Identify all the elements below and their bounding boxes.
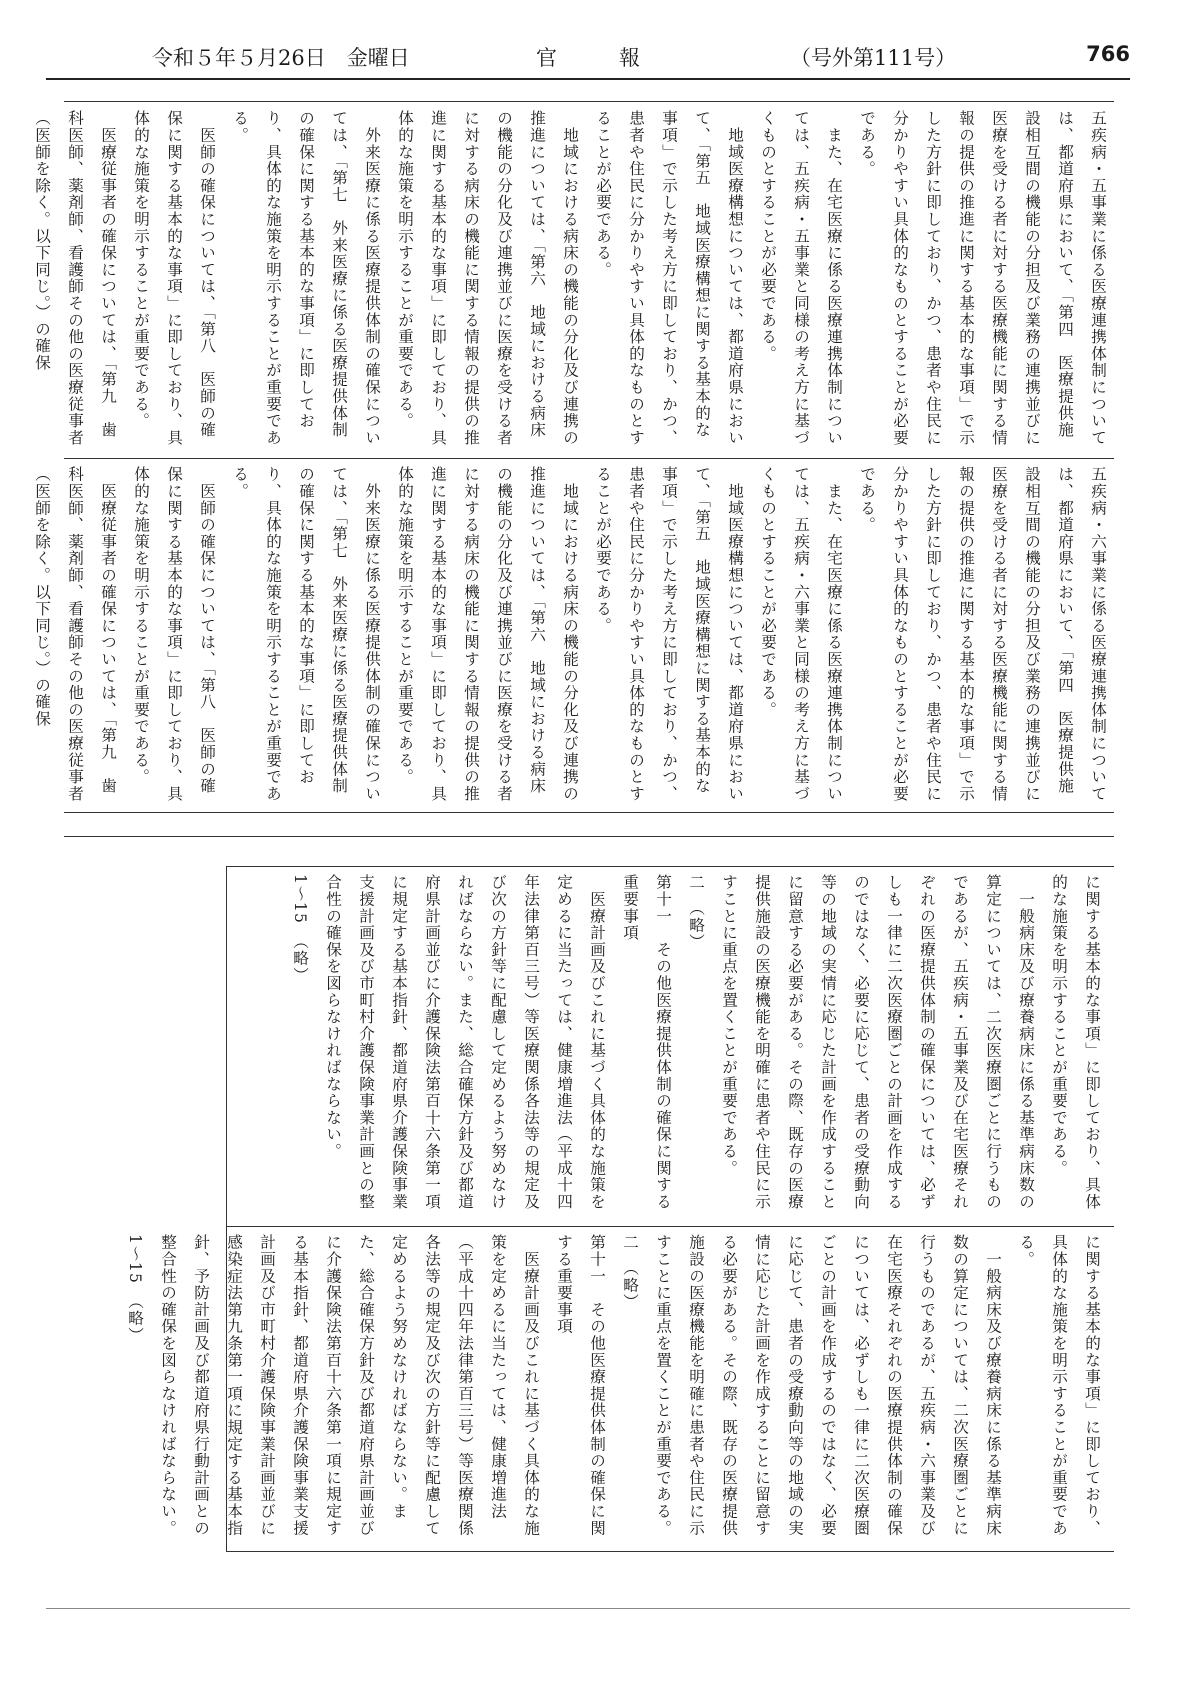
section-a-middle-rule: [64, 458, 1114, 459]
section-b-top-rule: [64, 836, 1114, 837]
section-b-current-text: に関する基本的な事項」に即しており、具体的な施策を明示することが重要である。 一般病床及び療養病床に係る基準病床数の算定については、二次医療圏ごとに行うものであるが、五疾病・六事業及び在宅医療それぞれの医療提供体制の確保については、必ずしも一律に二次医療圏ごとの計画を作成するのではなく、必要に応じて、患者の受療動向等の地域の実情に応じた計画を作成することに留意する必要がある。その際、既存の医療提供施設の医療機能を明確に患者や住民に示すことに重点を置くことが重要である。 二 （略） 第十一 その他医療提供体制の確保に関する重要事項 医療計画及びこれに基づく具体的な施策を定めるに当たっては、健康増進法（平成十四年法律第百三号）等医療関係各法等の規定及び次の方針等に配慮して定めるよう努めなければならない。また、総合確保方針及び都道府県計画並びに介護保険法第百十六条第一項に規定する基本指針、都道府県介護保険事業支援計画及び市町村介護保険事業計画並びに感染症法第九条第一項に規定する基本指針、予防計画及び都道府県行動計画との整合性の確保を図らなければならない。 1～15 （略）: [126, 1234, 1101, 1537]
issue-number: （号外第111号）: [790, 46, 957, 70]
section-a-current-text: 五疾病・六事業に係る医療連携体制については、都道府県において、「第四 医療提供施設相互間の機能の分担及び業務の連携並びに医療を受ける者に対する医療機能に関する情報の提供の推進に関する基本的な事項」で示した方針に即しており、かつ、患者や住民に分かりやすい具体的なものとすることが必要である。 また、在宅医療に係る医療連携体制については、五疾病・六事業と同様の考え方に基づくものとすることが必要である。 地域医療構想については、都道府県において、「第五 地域医療構想に関する基本的な事項」で示した考え方に即しており、かつ、患者や住民に分かりやすい具体的なものとすることが必要である。 地域における病床の機能の分化及び連携の推進については、「第六 地域における病床の機能の分化及び連携並びに医療を受ける者に対する病床の機能に関する情報の提供の推進に関する基本的な事項」に即しており、具体的な施策を明示することが重要である。 外来医療に係る医療提供体制の確保については、「第七 外来医療に係る医療提供体制の確保に関する基本的な事項」に即しており、具体的な施策を明示することが重要である。 医師の確保については、「第八 医師の確保に関する基本的な事項」に即しており、具体的な施策を明示することが重要である。 医療従事者の確保については、「第九 歯科医師、薬剤師、看護師その他の医療従事者（医師を除く。以下同じ。）の確保: [33, 466, 1107, 802]
gazette-title: 官報: [536, 46, 702, 70]
section-b-divider: [226, 1226, 1114, 1227]
section-a-bottom-rule: [64, 812, 1114, 813]
section-b-revised-text: に関する基本的な事項」に即しており、具体的な施策を明示することが重要である。 一般病床及び療養病床に係る基準病床数の算定については、二次医療圏ごとに行うものであるが、五疾病・五事業及び在宅医療それぞれの医療提供体制の確保については、必ずしも一律に二次医療圏ごとの計画を作成するのではなく、必要に応じて、患者の受療動向等の地域の実情に応じた計画を作成することに留意する必要がある。その際、既存の医療提供施設の医療機能を明確に患者や住民に示すことに重点を置くことが重要である。 二 （略） 第十一 その他医療提供体制の確保に関する重要事項 医療計画及びこれに基づく具体的な施策を定めるに当たっては、健康増進法（平成十四年法律第百三号）等医療関係各法等の規定及び次の方針等に配慮して定めるよう努めなければならない。また、総合確保方針及び都道府県計画並びに介護保険法第百十六条第一項に規定する基本指針、都道府県介護保険事業支援計画及び市町村介護保険事業計画との整合性の確保を図らなければならない。 1～15 （略）: [291, 874, 1101, 1210]
page-header: [46, 38, 1130, 80]
section-a-top-rule: [64, 101, 1114, 102]
section-a-revised-text: 五疾病・五事業に係る医療連携体制については、都道府県において、「第四 医療提供施設相互間の機能の分担及び業務の連携並びに医療を受ける者に対する医療機能に関する情報の提供の推進に関する基本的な事項」で示した方針に即しており、かつ、患者や住民に分かりやすい具体的なものとすることが必要である。 また、在宅医療に係る医療連携体制については、五疾病・五事業と同様の考え方に基づくものとすることが必要である。 地域医療構想については、都道府県において、「第五 地域医療構想に関する基本的な事項」で示した考え方に即しており、かつ、患者や住民に分かりやすい具体的なものとすることが必要である。 地域における病床の機能の分化及び連携の推進については、「第六 地域における病床の機能の分化及び連携並びに医療を受ける者に対する病床の機能に関する情報の提供の推進に関する基本的な事項」に即しており、具体的な施策を明示することが重要である。 外来医療に係る医療提供体制の確保については、「第七 外来医療に係る医療提供体制の確保に関する基本的な事項」に即しており、具体的な施策を明示することが重要である。 医師の確保については、「第八 医師の確保に関する基本的な事項」に即しており、具体的な施策を明示することが重要である。 医療従事者の確保については、「第九 歯科医師、薬剤師、看護師その他の医療従事者（医師を除く。以下同じ。）の確保: [33, 110, 1107, 446]
page-number: 766: [1086, 42, 1130, 66]
issue-date: 令和５年５月26日 金曜日: [152, 46, 410, 70]
footer-rule: [46, 1608, 1130, 1609]
